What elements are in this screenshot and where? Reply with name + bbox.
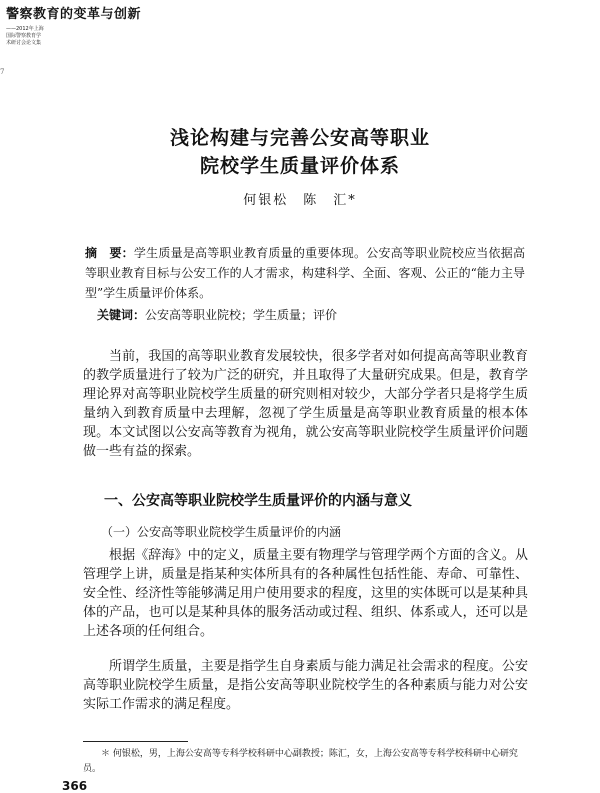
title-line-2: 院校学生质量评价体系: [199, 155, 400, 177]
keywords-label: 关键词：: [97, 308, 146, 322]
subsection-heading: （一）公安高等职业院校学生质量评价的内涵: [101, 525, 342, 539]
body-paragraph-definition: 根据《辞海》中的定义，质量主要有物理学与管理学两个方面的含义。从管理学上讲，质量是指某种实体所具有的各种属性包括性能、寿命、可靠性、安全性、经济性等能够满足用户使用要求的程度，这里的实体既可以是某种具体的产品，也可以是某种具体的服务活动或过程、组织、体系或人，还可以是上述各项的任何组合。: [83, 548, 528, 639]
series-title: 警察教育的变革与创新: [6, 7, 142, 22]
abstract-label: 摘 要：: [85, 246, 134, 260]
keywords: [97, 306, 527, 324]
edge-mark: 7: [0, 68, 5, 76]
body-paragraph-student-quality: 所谓学生质量，主要是指学生自身素质与能力满足社会需求的程度。公安高等职业院校学生质量，是指公安高等职业院校学生的各种素质与能力对公安实际工作需求的满足程度。: [83, 659, 528, 712]
series-subtitle: ——2012年上海 国际警察教育学 术研讨会论文集: [6, 26, 44, 46]
body-paragraph-intro: 当前，我国的高等职业教育发展较快，很多学者对如何提高高等职业教育的教学质量进行了较为广泛的研究，并且取得了大量研究成果。但是，教育学理论界对高等职业院校学生质量的研究则相对较少，大部分学者只是将学生质量纳入到教育质量中去理解，忽视了学生质量是高等职业教育质量的根本体现。本文试图以公安高等教育为视角，就公安高等职业院校学生质量评价问题做一些有益的探索。: [83, 349, 528, 459]
section-heading: 一、公安高等职业院校学生质量评价的内涵与意义: [104, 493, 412, 509]
article-authors: 何银松 陈 汇*: [243, 193, 357, 208]
footnote-divider: [83, 741, 188, 742]
keywords-text: 公安高等职业院校；学生质量；评价: [145, 308, 338, 322]
title-line-1: 浅论构建与完善公安高等职业: [169, 127, 430, 149]
footnote: ＊ 何银松，男，上海公安高等专科学校科研中心副教授；陈汇，女，上海公安高等专科学校科研中心研究员。: [83, 749, 518, 774]
running-header: [6, 3, 141, 47]
abstract: [85, 243, 525, 303]
page-number: 366: [62, 779, 88, 793]
article-title: [0, 124, 600, 180]
abstract-text: 学生质量是高等职业教育质量的重要体现。公安高等职业院校应当依据高等职业教育目标与公安工作的人才需求，构建科学、全面、客观、公正的“能力主导型”学生质量评价体系。: [85, 246, 525, 300]
